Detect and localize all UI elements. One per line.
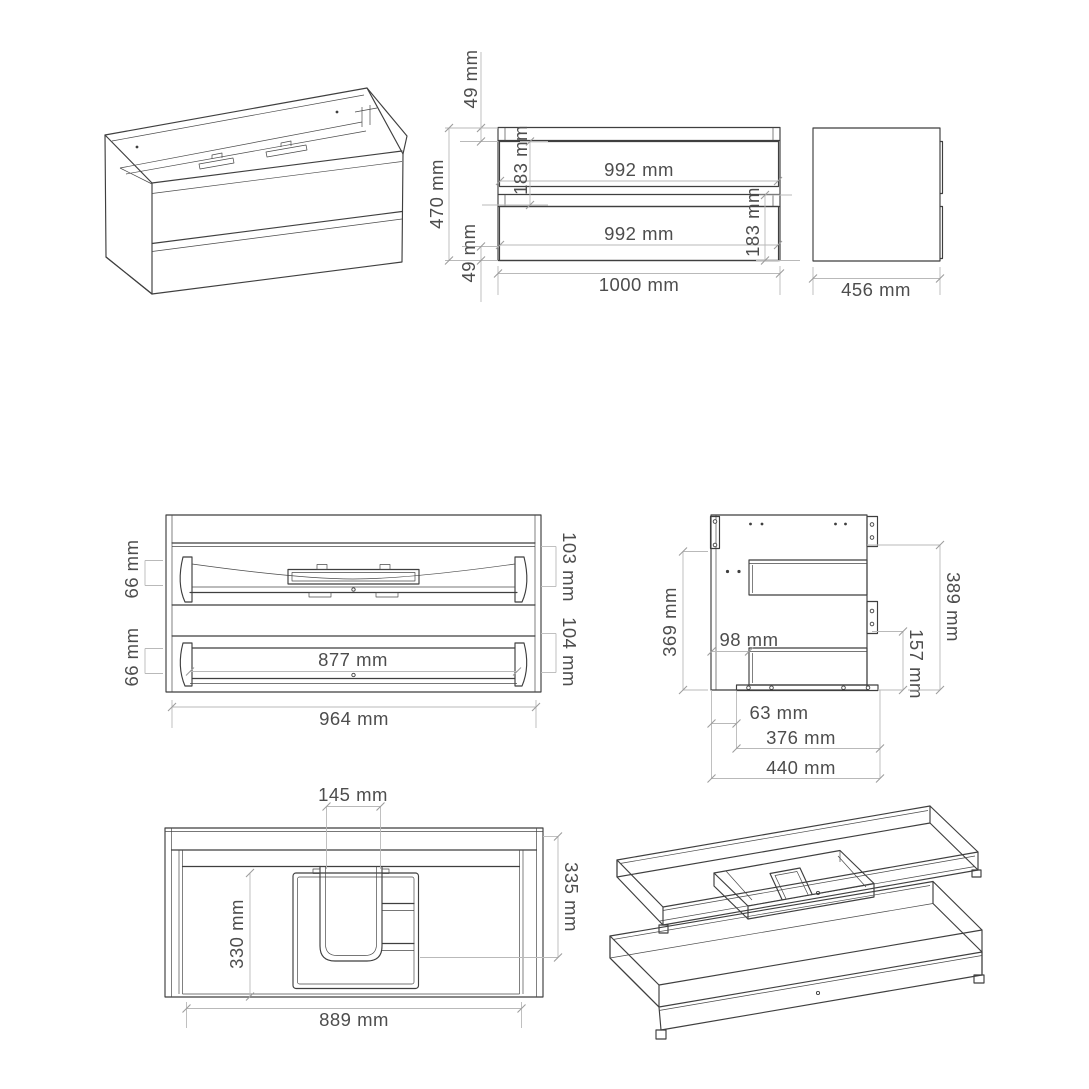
dim-lower-clearance: 157 mm — [906, 629, 927, 699]
dim-bottom-offset: 63 mm — [749, 702, 809, 723]
dim-top-rail: 49 mm — [460, 49, 481, 109]
dim-drawer2-side-height: 66 mm — [121, 627, 142, 687]
dim-cutout-width: 145 mm — [318, 784, 388, 805]
dim-front-offset: 98 mm — [719, 629, 779, 650]
isometric-cabinet-view — [105, 88, 407, 294]
dim-drawer2-width: 992 mm — [604, 223, 674, 244]
dim-top-clearance: 103 mm — [559, 532, 580, 602]
dim-drawer2-height: 183 mm — [742, 187, 763, 257]
front-view — [426, 49, 800, 302]
dim-inner-height: 369 mm — [659, 587, 680, 657]
dim-inner-width-top: 889 mm — [319, 1009, 389, 1030]
dim-inner-width: 877 mm — [318, 649, 388, 670]
isometric-drawers-view — [610, 806, 984, 1039]
top-view — [165, 784, 582, 1030]
dim-cabinet-depth: 456 mm — [841, 279, 911, 300]
dim-cabinet-height: 470 mm — [426, 159, 447, 229]
dim-slide-length: 376 mm — [766, 727, 836, 748]
dim-drawer1-height: 183 mm — [510, 125, 531, 195]
dim-carcass-width: 964 mm — [319, 708, 389, 729]
dim-inner-depth-right: 335 mm — [561, 862, 582, 932]
dim-back-height: 389 mm — [943, 572, 964, 642]
dim-drawer1-side-height: 66 mm — [121, 539, 142, 599]
dim-bottom-clearance: 104 mm — [559, 617, 580, 687]
dim-inner-depth: 440 mm — [766, 757, 836, 778]
side-section-view — [659, 515, 964, 783]
dim-inner-depth-left: 330 mm — [226, 899, 247, 969]
front-open-view — [121, 515, 580, 729]
side-view — [809, 128, 944, 300]
dim-drawer1-width: 992 mm — [604, 159, 674, 180]
dim-bottom-rail: 49 mm — [458, 223, 479, 283]
dim-cabinet-width: 1000 mm — [598, 274, 680, 295]
